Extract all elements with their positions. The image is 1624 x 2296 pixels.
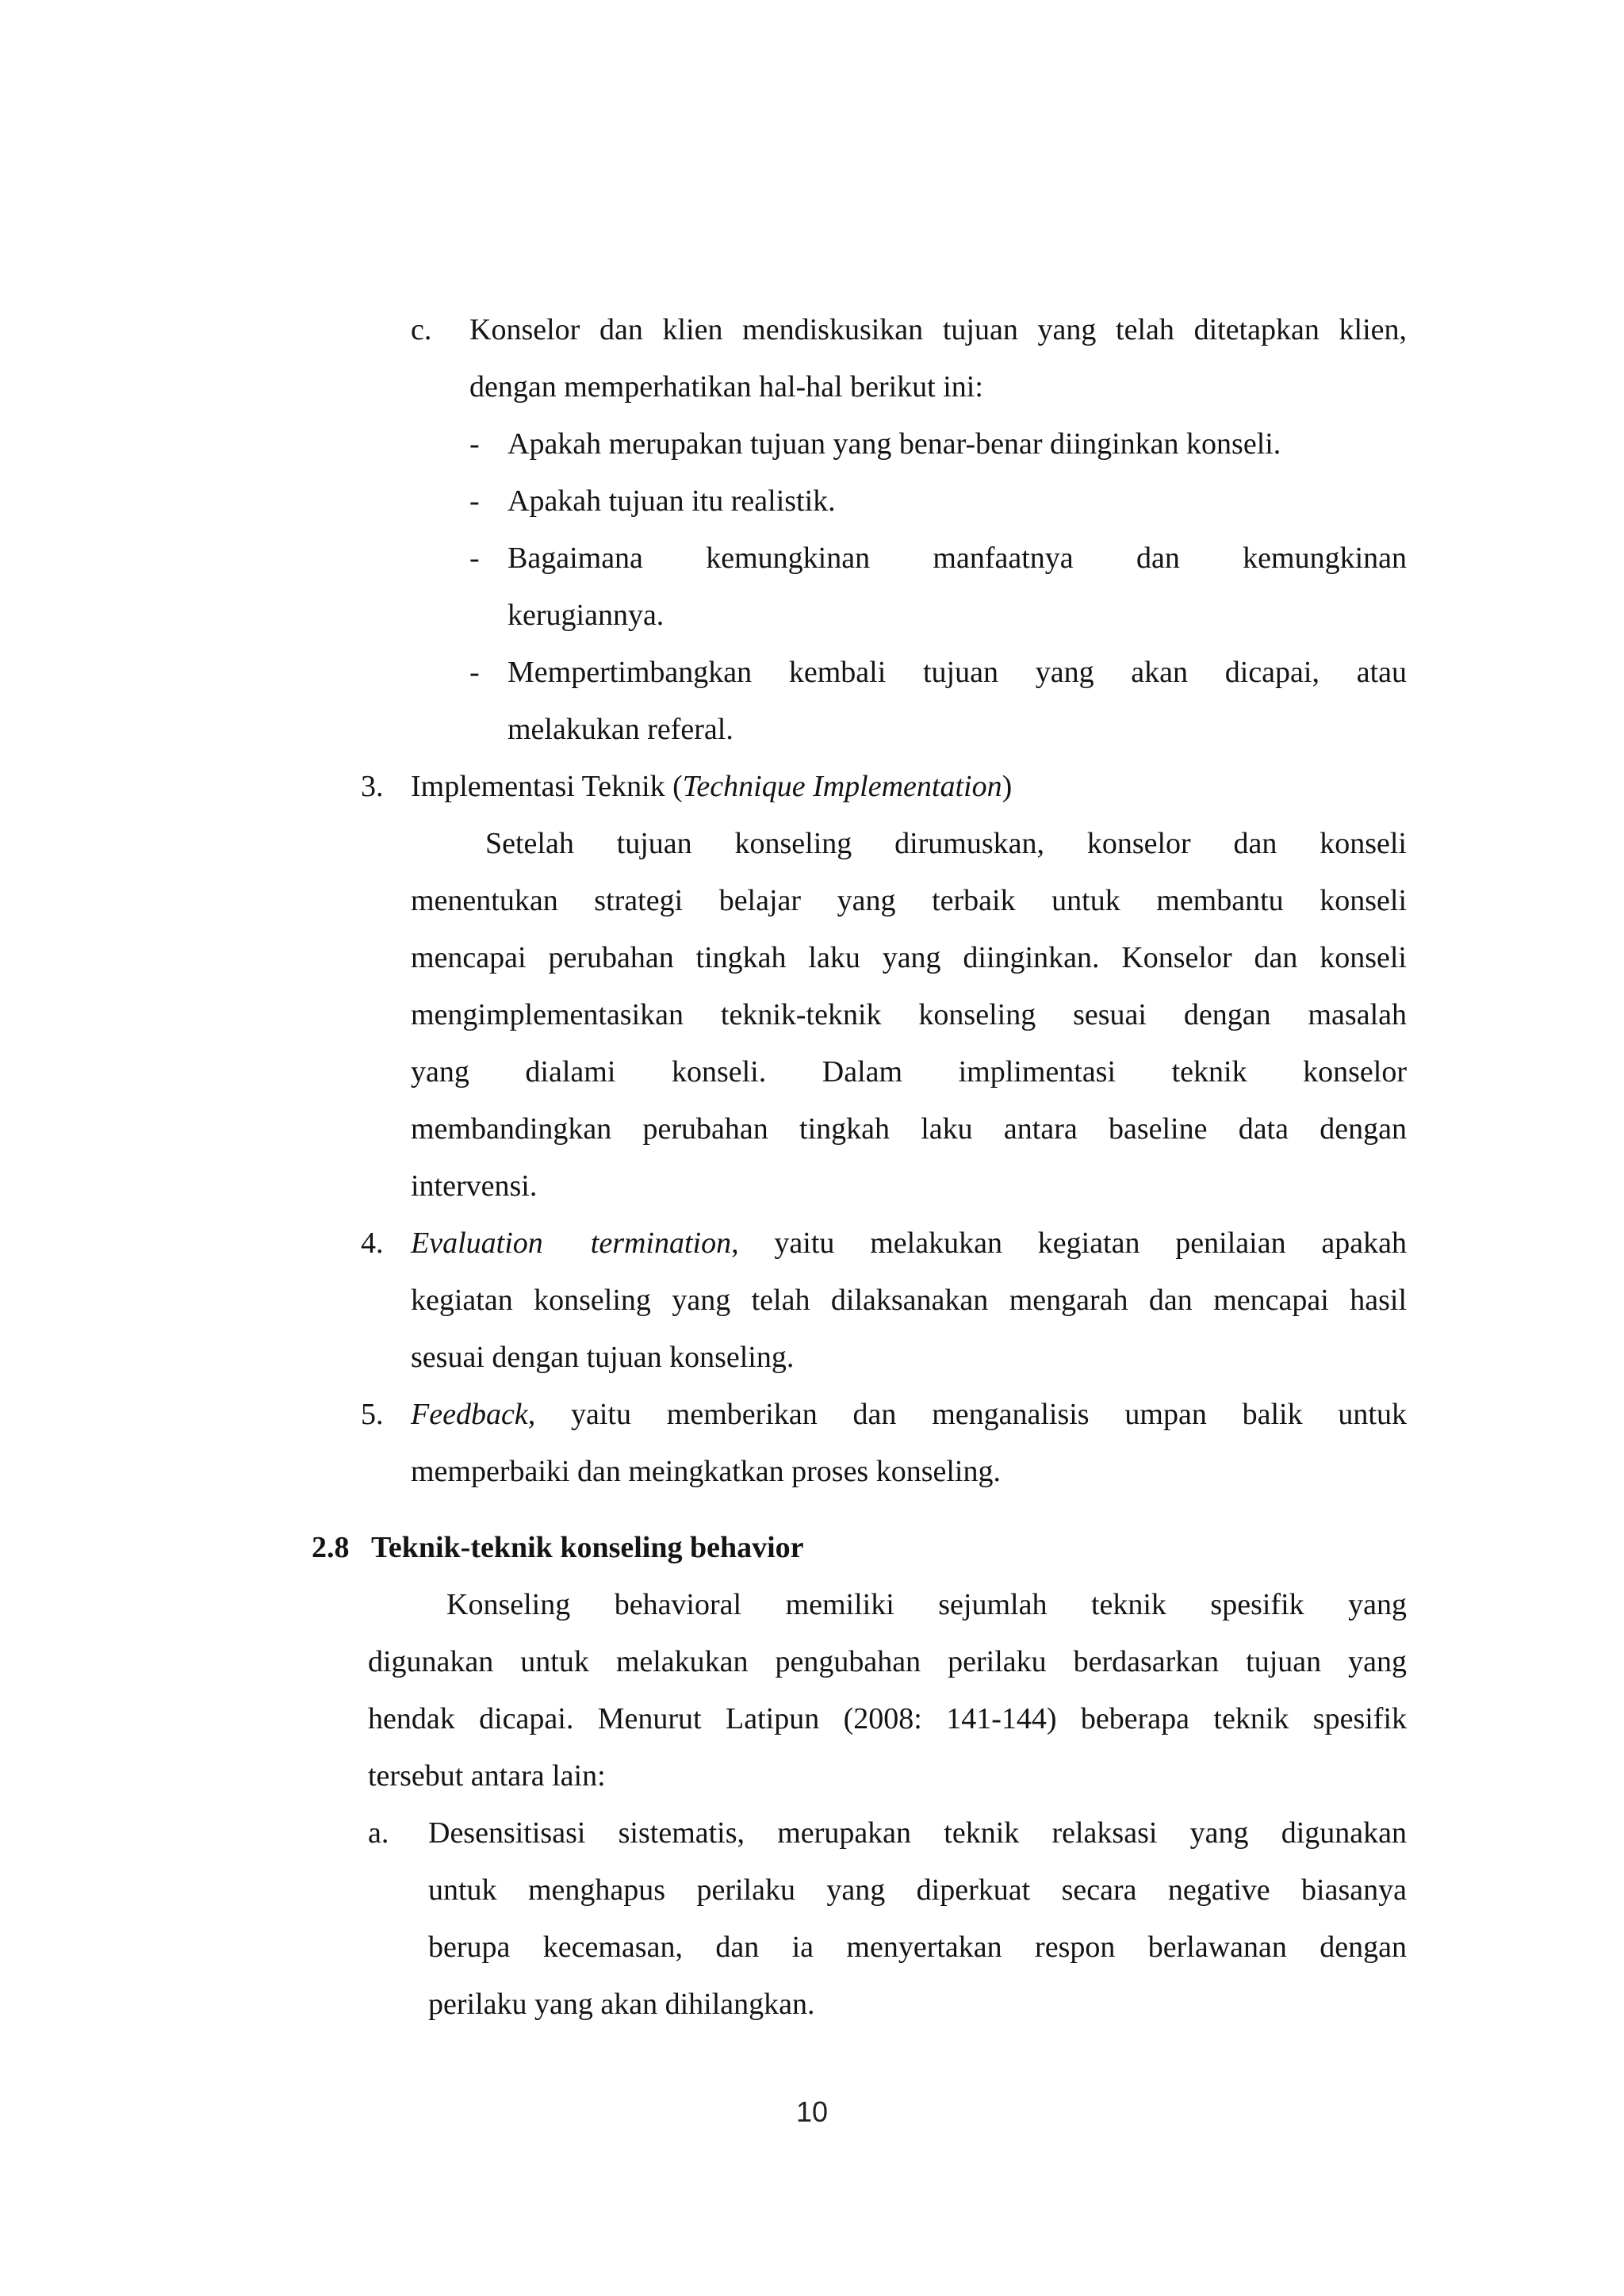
bullet-4-text-line-1: Mempertimbangkan kembali tujuan yang akan dicapai, atau [508, 656, 1407, 689]
item-3-title-italic: Technique Implementation [682, 770, 1002, 803]
item-4-first-line-text: , yaitu melakukan kegiatan penilaian apakah [731, 1226, 1407, 1260]
item-4-line-1 [411, 1219, 1407, 1267]
item-c-line-2: dengan memperhatikan hal-hal berikut ini: [469, 370, 983, 404]
item-a-line-4: perilaku yang akan dihilangkan. [428, 1988, 815, 2021]
item-c-line-1: Konselor dan klien mendiskusikan tujuan yang telah ditetapkan klien, [469, 313, 1407, 346]
item-3-paragraph-line-7: intervensi. [411, 1169, 538, 1203]
section-title: Teknik-teknik konseling behavior [371, 1531, 804, 1564]
section-paragraph-line-2: digunakan untuk melakukan pengubahan perilaku berdasarkan tujuan yang [368, 1645, 1407, 1678]
item-4-line-1-rest [591, 1219, 1407, 1267]
item-a-line-1: Desensitisasi sistematis, merupakan teknik relaksasi yang digunakan [428, 1816, 1407, 1850]
section-paragraph-line-3: hendak dicapai. Menurut Latipun (2008: 141-144) beberapa teknik spesifik [368, 1702, 1407, 1735]
bullet-dash-1: - [469, 427, 480, 461]
item-3-paragraph-line-4: mengimplementasikan teknik-teknik konseling sesuai dengan masalah [411, 998, 1407, 1031]
item-a-line-3: berupa kecemasan, dan ia menyertakan respon berlawanan dengan [428, 1931, 1407, 1964]
item-5-line-1 [411, 1391, 1407, 1438]
item-3-title [411, 763, 1012, 810]
bullet-dash-4: - [469, 656, 480, 689]
bullet-3-text-line-1: Bagaimana kemungkinan manfaatnya dan kemungkinan [508, 541, 1407, 575]
item-3-paragraph-line-2: menentukan strategi belajar yang terbaik untuk membantu konseli [411, 884, 1407, 917]
bullet-dash-3: - [469, 541, 480, 575]
list-marker-5: 5. [361, 1398, 384, 1431]
list-marker-c: c. [411, 313, 432, 346]
bullet-3-text-line-2: kerugiannya. [508, 599, 665, 632]
item-5-first-line-text: , yaitu memberikan dan menganalisis umpan balik untuk [527, 1398, 1407, 1431]
section-paragraph-line-1: Konseling behavioral memiliki sejumlah teknik spesifik yang [446, 1588, 1407, 1621]
item-3-paragraph-line-3: mencapai perubahan tingkah laku yang diinginkan. Konselor dan konseli [411, 941, 1407, 974]
section-paragraph-line-4: tersebut antara lain: [368, 1759, 606, 1793]
bullet-4-text-line-2: melakukan referal. [508, 713, 733, 746]
item-3-paragraph-line-6: membandingkan perubahan tingkah laku antara baseline data dengan [411, 1112, 1407, 1146]
item-4-line-2: kegiatan konseling yang telah dilaksanakan mengarah dan mencapai hasil [411, 1284, 1407, 1317]
bullet-1-text: Apakah merupakan tujuan yang benar-benar diinginkan konseli. [508, 427, 1281, 461]
item-5-line-2: memperbaiki dan meingkatkan proses konseling. [411, 1455, 1001, 1488]
bullet-dash-2: - [469, 484, 480, 518]
item-3-title-plain: Implementasi Teknik ( [411, 770, 683, 803]
item-4-italic-2: termination [590, 1226, 732, 1260]
item-3-paragraph-line-5: yang dialami konseli. Dalam implimentasi teknik konselor [411, 1055, 1407, 1089]
list-marker-3: 3. [361, 770, 384, 803]
item-a-line-2: untuk menghapus perilaku yang diperkuat secara negative biasanya [428, 1873, 1407, 1907]
item-4-italic-1: Evaluation [411, 1226, 543, 1260]
bullet-2-text: Apakah tujuan itu realistik. [508, 484, 836, 518]
item-3-title-close: ) [1002, 770, 1013, 803]
item-3-paragraph-line-1: Setelah tujuan konseling dirumuskan, konselor dan konseli [485, 827, 1407, 860]
list-marker-a: a. [368, 1816, 389, 1850]
item-5-italic: Feedback [411, 1398, 528, 1431]
page-number: 10 [795, 2095, 829, 2128]
section-number: 2.8 [312, 1531, 350, 1564]
item-4-line-3: sesuai dengan tujuan konseling. [411, 1341, 795, 1374]
list-marker-4: 4. [361, 1226, 384, 1260]
